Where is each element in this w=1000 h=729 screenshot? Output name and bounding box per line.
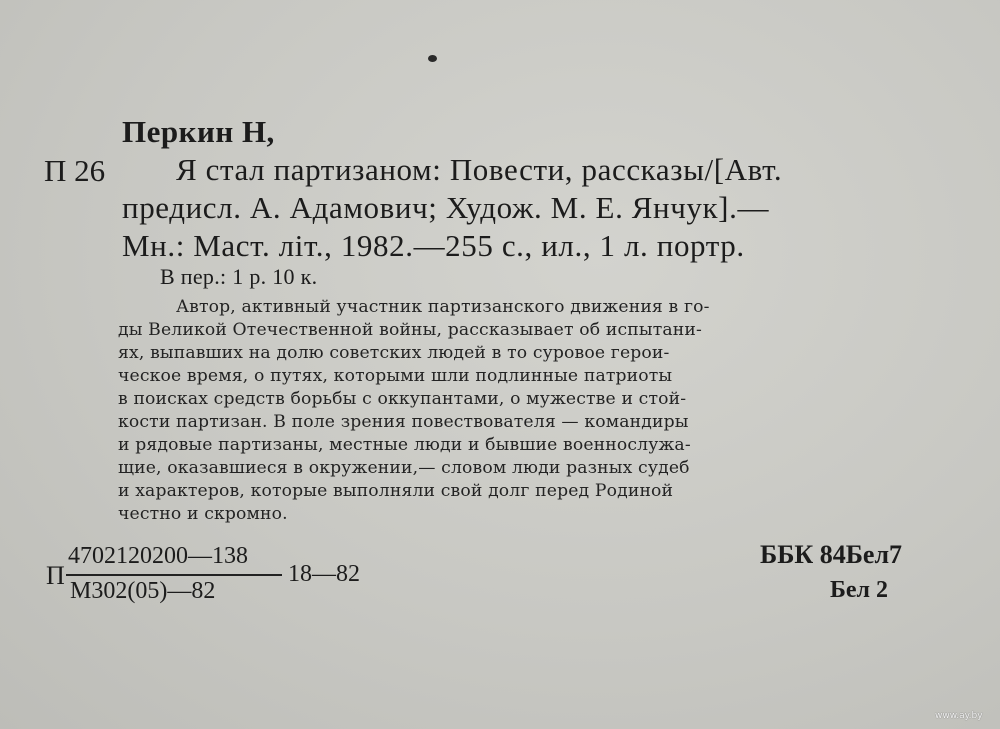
index-suffix: 18—82 [288,561,360,587]
bel-code: Бел 2 [830,577,888,603]
price-line: В пер.: 1 р. 10 к. [160,264,318,289]
annotation-line: и рядовые партизаны, местные люди и бывшие военнослужа- [118,435,691,455]
annotation-line: в поисках средств борьбы с оккупантами, о мужестве и стой- [118,389,687,409]
bbk-code: ББК 84Бел7 [760,540,903,569]
fraction-bar [66,574,282,576]
annotation-line: ческое время, о путях, которыми шли подлинные патриоты [118,366,673,386]
annotation-line: ды Великой Отечественной войны, рассказывает об испытани- [118,320,702,340]
index-prefix: П [46,561,65,590]
annotation-line: честно и скромно. [118,504,288,524]
title-line: предисл. А. Адамович; Худож. М. Е. Янчук].— [122,190,770,225]
ink-dot [428,55,437,62]
annotation-line: кости партизан. В поле зрения повествователя — командиры [118,412,689,432]
title-line: Я стал партизаном: Повести, рассказы/[Авт. [176,152,783,187]
annotation-line: и характеров, которые выполняли свой долг перед Родиной [118,481,674,501]
catalog-code: П 26 [44,153,106,188]
author-name: Перкин Н, [122,114,275,149]
annotation-line: Автор, активный участник партизанского движения в го- [176,297,710,317]
annotation-line: щие, оказавшиеся в окружении,— словом люди разных судеб [118,458,690,478]
index-numerator: 4702120200—138 [68,543,248,569]
title-line: Мн.: Маст. літ., 1982.—255 с., ил., 1 л. портр. [122,228,745,263]
index-denominator: М302(05)—82 [70,578,216,604]
watermark: www.ay.by [935,711,983,721]
annotation-line: ях, выпавших на долю советских людей в то суровое герои- [118,343,670,363]
